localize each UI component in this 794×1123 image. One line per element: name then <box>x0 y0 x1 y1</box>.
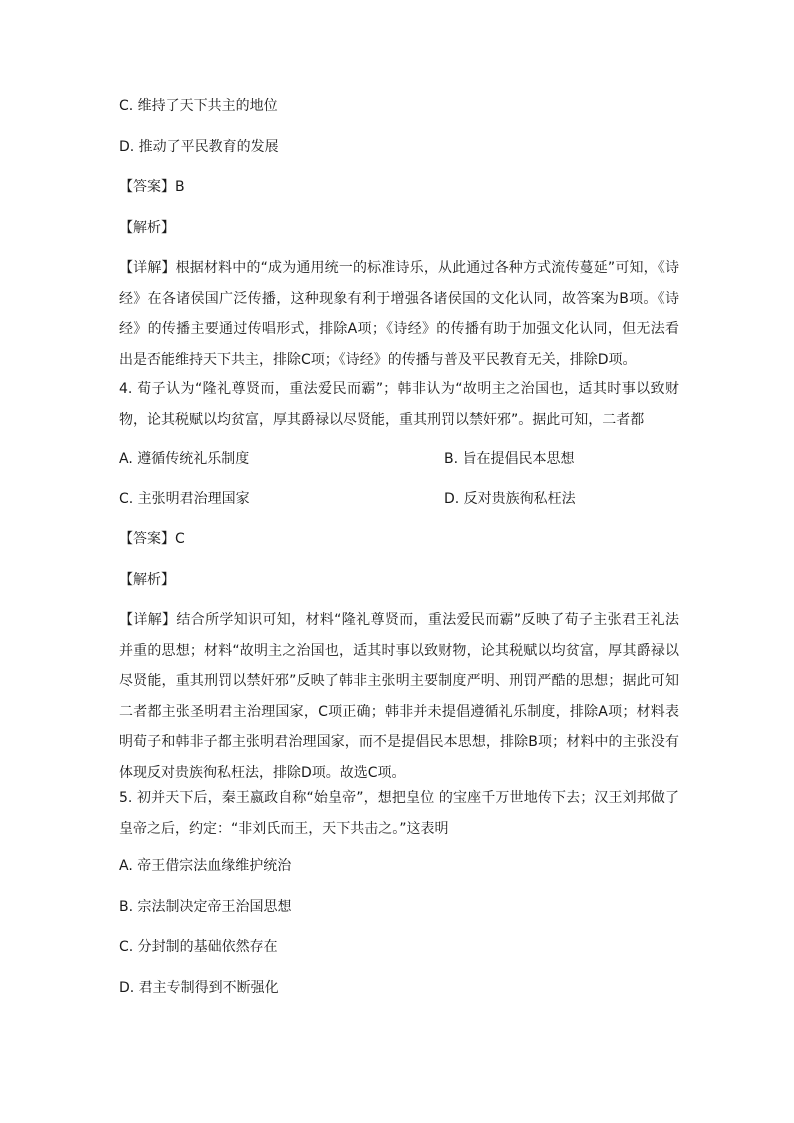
q3-analysis-heading: 【解析】 <box>119 220 175 236</box>
q4-option-a: A. 遵循传统礼乐制度 <box>119 451 250 467</box>
q4-detail: 【详解】结合所学知识可知，材料“隆礼尊贤而，重法爱民而霸”反映了荀子主张君王礼法并重的思想；材料“故明主之治国也，适其时事以致财物，论其税赋以均贫富，厚其爵禄以尽贤能，重其刑罚以禁奸邪”反映了韩非主张明主要制度严明、刑罚严酷的思想；据此可知二者都主张圣明君主治理国家，C项正确；韩非并未提倡遵循礼乐制度，排除A项；材料表明荀子和韩非子都主张明君治理国家，而不是提倡民本思想，排除B项；材料中的主张没有体现反对贵族徇私枉法，排除D项。故选C项。 <box>119 612 679 781</box>
q4-option-b: B. 旨在提倡民本思想 <box>444 451 575 467</box>
q5-stem: 5. 初并天下后，秦王嬴政自称“始皇帝”，想把皇位 的宝座千万世地传下去；汉王刘邦做了皇帝之后，约定：“非刘氏而王，天下共击之。”这表明 <box>119 790 679 837</box>
q3-option-c: C. 维持了天下共主的地位 <box>119 98 278 114</box>
q5-option-d: D. 君主专制得到不断强化 <box>119 980 279 996</box>
q4-analysis-heading: 【解析】 <box>119 572 175 588</box>
q4-option-c: C. 主张明君治理国家 <box>119 491 250 507</box>
q4-answer: 【答案】C <box>119 531 185 547</box>
q5-option-b: B. 宗法制决定帝王治国思想 <box>119 899 292 915</box>
q4-option-d: D. 反对贵族徇私枉法 <box>444 491 576 507</box>
q4-stem: 4. 荀子认为“隆礼尊贤而，重法爱民而霸”；韩非认为“故明主之治国也，适其时事以致财物，论其税赋以均贫富，厚其爵禄以尽贤能，重其刑罚以禁奸邪”。据此可知，二者都 <box>119 381 679 428</box>
q5-option-c: C. 分封制的基础依然存在 <box>119 939 278 955</box>
q3-detail: 【详解】根据材料中的“成为通用统一的标准诗乐，从此通过各种方式流传蔓延”可知，《诗经》在各诸侯国广泛传播，这种现象有利于增强各诸侯国的文化认同，故答案为B项。《诗经》的传播主要通过传唱形式，排除A项；《诗经》的传播有助于加强文化认同，但无法看出是否能维持天下共主，排除C项；《诗经》的传播与普及平民教育无关，排除D项。 <box>119 260 679 368</box>
q5-option-a: A. 帝王借宗法血缘维护统治 <box>119 858 292 874</box>
q3-answer: 【答案】B <box>119 179 185 195</box>
q3-option-d: D. 推动了平民教育的发展 <box>119 139 279 155</box>
